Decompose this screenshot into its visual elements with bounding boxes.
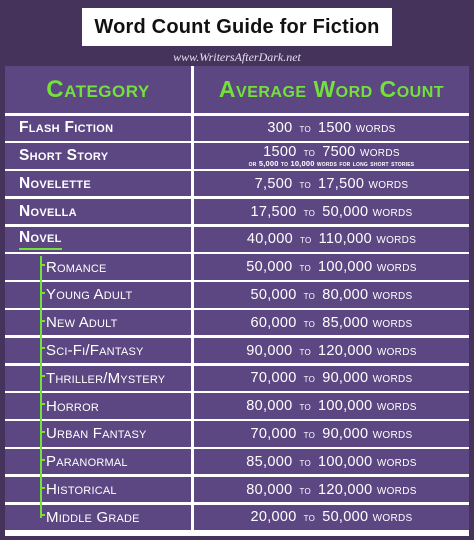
table-row-word-count bbox=[194, 143, 469, 168]
range-connector: to bbox=[303, 144, 316, 159]
word-range bbox=[246, 454, 416, 470]
table-row-word-count bbox=[194, 171, 469, 196]
table-row-category bbox=[5, 505, 191, 530]
max-words: 110,000 words bbox=[318, 231, 417, 248]
range-connector: to bbox=[299, 232, 312, 247]
tree-branch-tick bbox=[40, 514, 45, 516]
table-row-word-count bbox=[194, 116, 469, 141]
word-range bbox=[246, 259, 416, 275]
min-words: 300 bbox=[267, 120, 293, 137]
category-label: Novel bbox=[19, 229, 62, 250]
tree-branch-tick bbox=[40, 347, 45, 349]
tree-branch-tick bbox=[40, 264, 45, 266]
range-connector: to bbox=[303, 315, 316, 330]
table-row-category bbox=[5, 171, 191, 196]
table-row-category bbox=[5, 143, 191, 168]
table-row-category bbox=[5, 477, 191, 502]
word-range bbox=[250, 426, 412, 442]
subcategory-tree-line bbox=[40, 256, 42, 518]
tree-branch-tick bbox=[40, 487, 45, 489]
tree-branch-tick bbox=[40, 459, 45, 461]
category-label: Sci-Fi/Fantasy bbox=[46, 342, 144, 360]
max-words: 50,000 words bbox=[322, 203, 413, 220]
max-words: 1500 words bbox=[318, 120, 396, 137]
table-row-category bbox=[5, 449, 191, 474]
min-words: 60,000 bbox=[250, 314, 297, 331]
min-words: 90,000 bbox=[246, 342, 293, 359]
max-words: 100,000 words bbox=[318, 398, 417, 415]
max-words: 7500 words bbox=[322, 143, 400, 160]
table-row-word-count bbox=[194, 282, 469, 307]
word-range bbox=[250, 509, 412, 525]
max-words: 100,000 words bbox=[318, 259, 417, 276]
range-connector: to bbox=[303, 426, 316, 441]
max-words: 120,000 words bbox=[318, 342, 417, 359]
table-row-word-count bbox=[194, 199, 469, 224]
min-words: 70,000 bbox=[250, 370, 297, 387]
word-range bbox=[246, 343, 416, 359]
min-words: 50,000 bbox=[250, 286, 297, 303]
min-words: 85,000 bbox=[246, 453, 293, 470]
min-words: 80,000 bbox=[246, 398, 293, 415]
word-count-table bbox=[5, 66, 469, 536]
max-words: 120,000 words bbox=[318, 481, 417, 498]
word-range bbox=[263, 144, 400, 160]
website-subtitle: www.WritersAfterDark.net bbox=[173, 50, 301, 64]
tree-branch-tick bbox=[40, 292, 45, 294]
header-word-count: Average Word Count bbox=[194, 66, 469, 113]
range-connector: to bbox=[303, 371, 316, 386]
min-words: 80,000 bbox=[246, 481, 293, 498]
tree-branch-tick bbox=[40, 320, 45, 322]
table-row-category bbox=[5, 338, 191, 363]
min-words: 17,500 bbox=[250, 203, 297, 220]
table-row-category bbox=[5, 310, 191, 335]
range-connector: to bbox=[303, 510, 316, 525]
range-connector: to bbox=[299, 260, 312, 275]
table-row-word-count bbox=[194, 338, 469, 363]
category-label: Flash Fiction bbox=[19, 119, 114, 137]
table-row-word-count bbox=[194, 310, 469, 335]
title-box bbox=[82, 8, 392, 46]
tree-branch-tick bbox=[40, 403, 45, 405]
category-label: Middle Grade bbox=[46, 508, 140, 526]
range-connector: to bbox=[299, 454, 312, 469]
range-connector: to bbox=[303, 287, 316, 302]
word-range bbox=[250, 287, 412, 303]
table-row-word-count bbox=[194, 449, 469, 474]
category-label: Romance bbox=[46, 258, 107, 276]
min-words: 1500 bbox=[263, 143, 297, 160]
category-label: Horror bbox=[46, 397, 99, 415]
table-row-category bbox=[5, 116, 191, 141]
tree-branch-tick bbox=[40, 375, 45, 377]
category-label: Thriller/Mystery bbox=[46, 369, 166, 387]
min-words: 20,000 bbox=[250, 509, 297, 526]
category-label: Historical bbox=[46, 481, 117, 498]
category-label: Novelette bbox=[19, 174, 91, 192]
max-words: 85,000 words bbox=[322, 314, 413, 331]
range-connector: to bbox=[299, 176, 312, 191]
category-label: New Adult bbox=[46, 314, 118, 332]
table-row-category bbox=[5, 366, 191, 391]
range-connector: to bbox=[299, 482, 312, 497]
category-label: Young Adult bbox=[46, 286, 133, 304]
max-words: 80,000 words bbox=[322, 286, 413, 303]
max-words: 17,500 words bbox=[318, 175, 409, 192]
table-row-word-count bbox=[194, 254, 469, 279]
table-row-category bbox=[5, 282, 191, 307]
table-row-category bbox=[5, 393, 191, 418]
min-words: 50,000 bbox=[246, 259, 293, 276]
category-label: Novella bbox=[19, 202, 77, 220]
table-row-word-count bbox=[194, 366, 469, 391]
min-words: 70,000 bbox=[250, 425, 297, 442]
min-words: 40,000 bbox=[246, 231, 293, 248]
range-connector: to bbox=[299, 343, 312, 358]
table-row-word-count bbox=[194, 477, 469, 502]
table-row-category bbox=[5, 421, 191, 446]
word-range bbox=[267, 120, 395, 136]
range-connector: to bbox=[299, 121, 312, 136]
table-row-word-count bbox=[194, 393, 469, 418]
range-connector: to bbox=[299, 399, 312, 414]
max-words: 50,000 words bbox=[322, 509, 413, 526]
table-row-category bbox=[5, 227, 191, 252]
max-words: 90,000 words bbox=[322, 370, 413, 387]
word-range bbox=[255, 176, 409, 192]
header-category: Category bbox=[5, 66, 191, 113]
range-connector: to bbox=[303, 204, 316, 219]
word-range bbox=[246, 482, 416, 498]
page-title: Word Count Guide for Fiction bbox=[94, 15, 380, 38]
table-row-word-count bbox=[194, 505, 469, 530]
word-range bbox=[247, 231, 416, 247]
word-range bbox=[250, 370, 412, 386]
word-range bbox=[250, 204, 412, 220]
category-label: Paranormal bbox=[46, 453, 128, 471]
max-words: 90,000 words bbox=[322, 425, 413, 442]
table-row-word-count bbox=[194, 421, 469, 446]
max-words: 100,000 words bbox=[318, 453, 417, 470]
table-row-word-count bbox=[194, 227, 469, 252]
category-label: Short Story bbox=[19, 146, 109, 164]
table-row-category bbox=[5, 199, 191, 224]
table-row-category bbox=[5, 254, 191, 279]
category-label: Urban Fantasy bbox=[46, 425, 147, 443]
word-count-note: or 5,000 to 10,000 words for long short stories bbox=[248, 158, 415, 168]
tree-branch-tick bbox=[40, 431, 45, 433]
min-words: 7,500 bbox=[254, 175, 293, 192]
word-range bbox=[246, 398, 416, 414]
word-range bbox=[250, 315, 412, 331]
